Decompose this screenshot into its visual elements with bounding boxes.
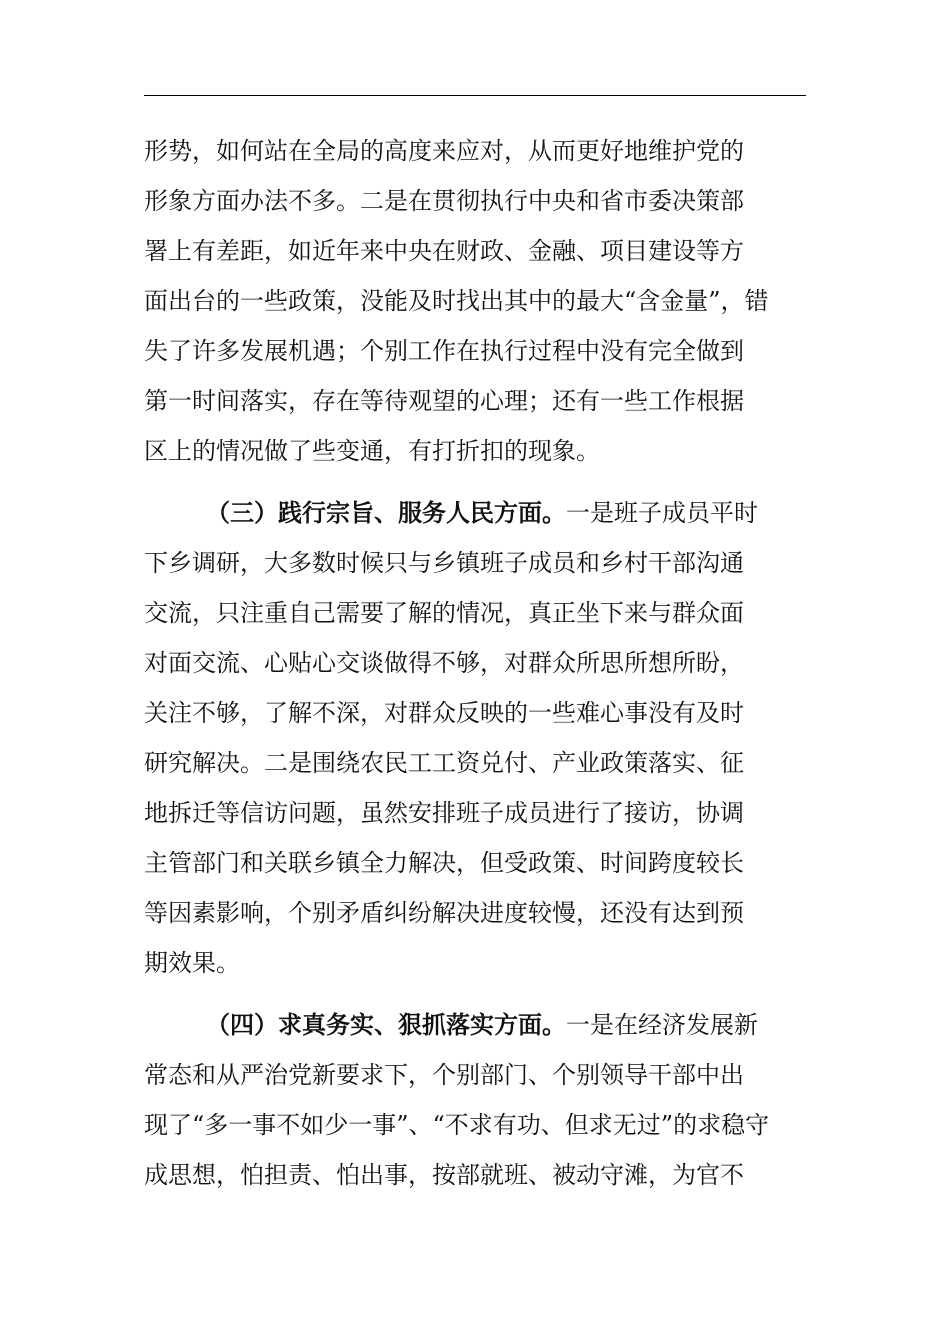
text-line: 署上有差距，如近年来中央在财政、金融、项目建设等方 xyxy=(144,237,744,265)
paragraph-3 xyxy=(144,1000,806,1200)
text-line: 主管部门和关联乡镇全力解决，但受政策、时间跨度较长 xyxy=(144,849,744,877)
paragraph-2 xyxy=(144,488,806,988)
text-line: 常态和从严治党新要求下，个别部门、个别领导干部中出 xyxy=(144,1061,744,1089)
text-run: 一是在经济发展新 xyxy=(566,1011,758,1039)
header-rule xyxy=(144,95,806,96)
text-line: 第一时间落实，存在等待观望的心理；还有一些工作根据 xyxy=(144,387,744,415)
text-line: 成思想，怕担责、怕出事，按部就班、被动守滩，为官不 xyxy=(144,1161,744,1189)
text-line: 失了许多发展机遇；个别工作在执行过程中没有完全做到 xyxy=(144,337,744,365)
text-line: 形象方面办法不多。二是在贯彻执行中央和省市委决策部 xyxy=(144,187,744,215)
paragraph-spacer xyxy=(144,476,806,488)
text-run: 一是班子成员平时 xyxy=(566,499,758,527)
text-line: 期效果。 xyxy=(144,949,240,977)
text-line: 等因素影响，个别矛盾纠纷解决进度较慢，还没有达到预 xyxy=(144,899,744,927)
text-line: 形势，如何站在全局的高度来应对，从而更好地维护党的 xyxy=(144,137,744,165)
text-line: 面出台的一些政策，没能及时找出其中的最大“含金量”，错 xyxy=(144,287,769,315)
section-heading-line xyxy=(144,1000,806,1050)
text-line: 下乡调研，大多数时候只与乡镇班子成员和乡村干部沟通 xyxy=(144,549,744,577)
text-line: 现了“多一事不如少一事”、“不求有功、但求无过”的求稳守 xyxy=(144,1111,770,1139)
text-line: 研究解决。二是围绕农民工工资兑付、产业政策落实、征 xyxy=(144,749,744,777)
section-heading: （四）求真务实、狠抓落实方面。 xyxy=(206,1011,566,1039)
section-heading: （三）践行宗旨、服务人民方面。 xyxy=(206,499,566,527)
text-line: 对面交流、心贴心交谈做得不够，对群众所思所想所盼， xyxy=(144,649,744,677)
text-line: 地拆迁等信访问题，虽然安排班子成员进行了接访，协调 xyxy=(144,799,744,827)
text-line: 关注不够，了解不深，对群众反映的一些难心事没有及时 xyxy=(144,699,744,727)
document-body xyxy=(144,126,806,1200)
text-line: 区上的情况做了些变通，有打折扣的现象。 xyxy=(144,437,600,465)
paragraph-1 xyxy=(144,126,806,476)
paragraph-spacer xyxy=(144,988,806,1000)
section-heading-line xyxy=(144,488,806,538)
text-line: 交流，只注重自己需要了解的情况，真正坐下来与群众面 xyxy=(144,599,744,627)
